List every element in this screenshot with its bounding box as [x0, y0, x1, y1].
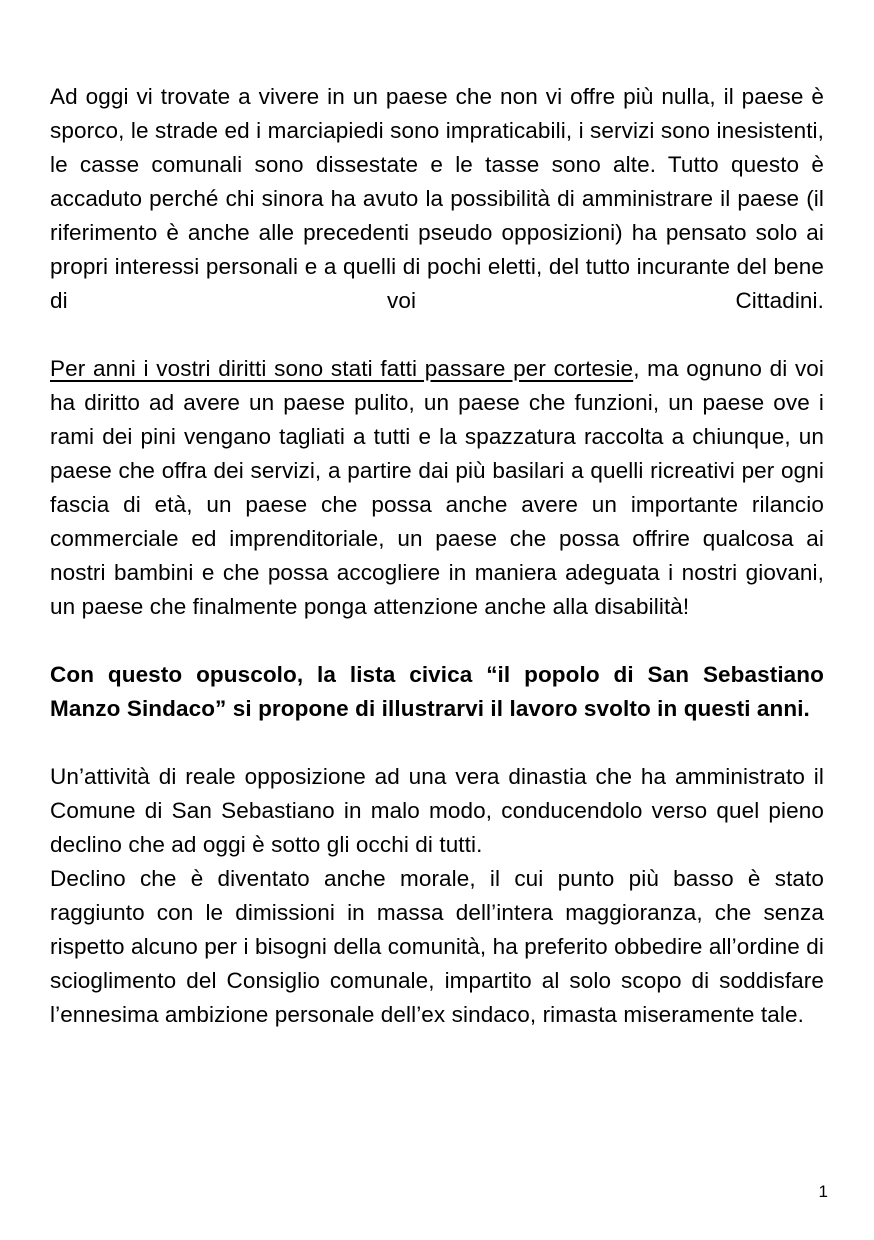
paragraph-opposizione: Un’attività di reale opposizione ad una vera dinastia che ha amministrato il Comune di San Sebastiano in malo modo, conducendolo verso quel pieno declino che ad oggi è sotto gli occhi di tutti.: [50, 764, 824, 857]
paragraph-opuscolo-bold: Con questo opuscolo, la lista civica “il popolo di San Sebastiano Manzo Sindaco” si propone di illustrarvi il lavoro svolto in questi anni.: [50, 662, 824, 721]
paragraph-rights: [50, 352, 824, 624]
paragraph-intro: Ad oggi vi trovate a vivere in un paese che non vi offre più nulla, il paese è sporco, le strade ed i marciapiedi sono impraticabili, i servizi sono inesistenti, le casse comunali sono dissestate e le tasse sono alte. Tutto questo è accaduto perché chi sinora ha avuto la possibilità di amministrare il paese (il riferimento è anche alle precedenti pseudo opposizioni) ha pensato solo ai propri interessi personali e a quelli di pochi eletti, del tutto incurante del bene di voi Cittadini.: [50, 84, 824, 313]
underlined-phrase: Per anni i vostri diritti sono stati fatti passare per cortesie: [50, 356, 634, 381]
paragraph-declino: Declino che è diventato anche morale, il cui punto più basso è stato raggiunto con le dimissioni in massa dell’intera maggioranza, che senza rispetto alcuno per i bisogni della comunità, ha preferito obbedire all’ordine di scioglimento del Consiglio comunale, impartito al solo scopo di soddisfare l’ennesima ambizione personale dell’ex sindaco, rimasta miseramente tale.: [50, 866, 824, 1027]
page-number: 1: [818, 1182, 828, 1201]
paragraph-rights-rest: , ma ognuno di voi ha diritto ad avere un paese pulito, un paese che funzioni, un paese ove i rami dei pini vengano tagliati a tutti e la spazzatura raccolta a chiunque, un paese che offra dei servizi, a partire dai più basilari a quelli ricreativi per ogni fascia di età, un paese che possa anche avere un importante rilancio commerciale ed imprenditoriale, un paese che possa offrire qualcosa ai nostri bambini e che possa accogliere in maniera adeguata i nostri giovani, un paese che finalmente ponga attenzione anche alla disabilità!: [50, 356, 825, 619]
